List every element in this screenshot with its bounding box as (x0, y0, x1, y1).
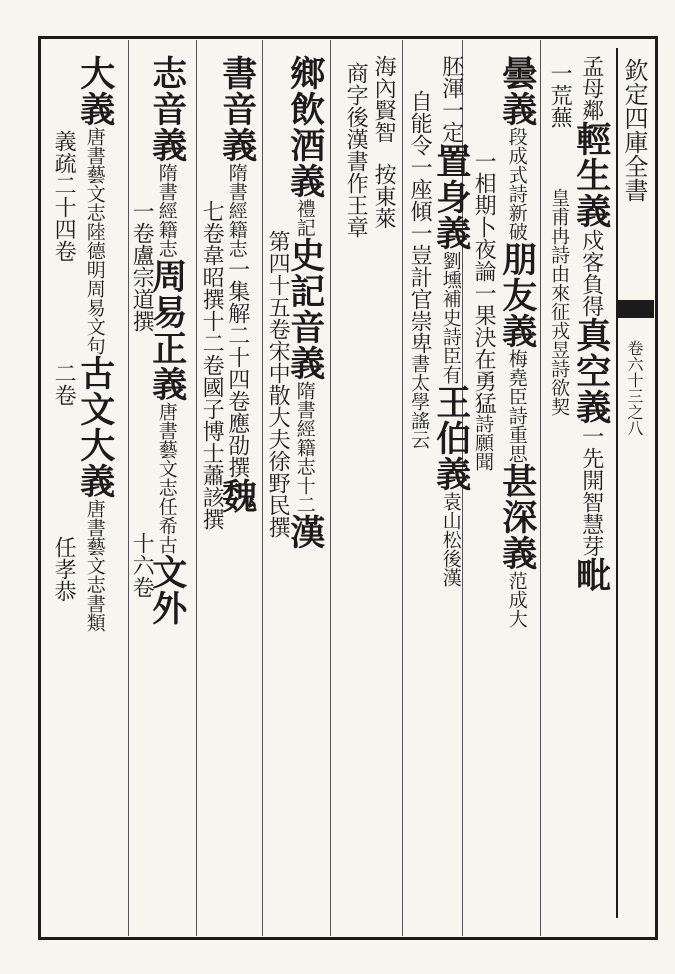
book-title: 欽定四庫全書 (620, 58, 648, 202)
col11-seg: 隋書經籍志 (225, 163, 248, 258)
col15-seg: 唐書藝文志陸德明周易文句 (83, 127, 106, 355)
column-rule (128, 40, 129, 936)
text-column-14 (130, 200, 153, 598)
col13-seg: 文外 (146, 554, 188, 626)
column-rule (540, 40, 541, 936)
col3-seg: 曇義 (496, 55, 538, 127)
col5-seg: 胚渾 (438, 55, 464, 99)
col1-seg: 真空義 (570, 317, 612, 425)
col9-seg: 鄉飲酒義 (284, 55, 326, 199)
col11-seg: 書音義 (216, 55, 258, 163)
col5-seg: 劉壎補史詩臣有 (439, 251, 462, 384)
col6-seg: 書太學謠云 (408, 354, 431, 449)
column-rule (402, 40, 403, 936)
text-column-12 (200, 200, 223, 530)
col16-seg: 義疏二十四卷 (51, 130, 77, 262)
col11-seg: 二十四卷應劭撰 (224, 324, 250, 478)
text-column-9 (284, 55, 326, 550)
col6-seg: 自能令一座傾 (407, 90, 433, 222)
col6-seg: 一豈計官崇卑 (407, 222, 433, 354)
col9-seg: 史記音義 (284, 237, 326, 381)
col15-seg: 唐書藝文志書類 (83, 499, 106, 632)
col9-seg: 隋書經籍志 (293, 381, 316, 476)
fascicle-label: 卷六十三之八 (625, 340, 644, 436)
col16-seg: 二卷 (51, 362, 77, 406)
col10-seg: 第四十五 (265, 230, 291, 318)
col15-seg: 古文大義 (74, 355, 116, 499)
text-column-5 (430, 55, 472, 587)
col8-seg: 商字 (343, 62, 369, 106)
col12-seg: 十二卷國子博士蕭該撰 (199, 310, 225, 530)
col4-seg: 詩願聞 (472, 414, 495, 471)
col13-seg: 周易正義 (146, 258, 188, 402)
column-rule (262, 40, 263, 936)
col2-seg: 皇甫冉詩由來征 (548, 188, 571, 321)
col11-seg: 一集解 (224, 258, 250, 324)
text-column-10 (266, 230, 289, 538)
column-rule (330, 40, 331, 936)
col4-seg: 一相期卜夜論 (471, 150, 497, 282)
col8-seg: 後漢書作王章 (343, 106, 369, 238)
text-column-3 (496, 55, 538, 628)
col7-seg: 海內賢智 (371, 55, 397, 143)
col1-seg: 戍客負得 (578, 229, 604, 317)
col14-seg: 十六卷 (129, 532, 155, 598)
col3-seg: 甚深義 (496, 463, 538, 571)
col1-seg: 毗 (570, 557, 612, 593)
col1-seg: 輕生義 (570, 121, 612, 229)
col11-seg: 魏 (216, 478, 258, 514)
text-column-7 (372, 55, 395, 229)
col5-seg: 袁山松後漢 (439, 492, 462, 587)
text-column-4 (472, 150, 495, 471)
col1-seg: 孟母鄰 (578, 55, 604, 121)
col10-seg: 卷宋中散大夫徐野民撰 (265, 318, 291, 538)
col13-seg: 志音義 (146, 55, 188, 163)
col3-seg: 范成大 (505, 571, 528, 628)
text-column-1 (570, 55, 612, 593)
text-column-8 (344, 62, 367, 238)
col2-seg: 戎昱詩欲契 (548, 321, 571, 416)
text-column-6 (408, 90, 431, 449)
col13-seg: 唐書藝文志任希古 (155, 402, 178, 554)
col9-seg: 十二 (293, 476, 316, 514)
col9-seg: 禮記 (293, 199, 316, 237)
col16-seg: 任孝恭 (51, 536, 77, 602)
col5-seg: 王伯義 (430, 384, 472, 492)
col7-seg: 按東萊 (371, 163, 397, 229)
col13-seg: 隋書經籍志 (155, 163, 178, 258)
col2-seg: 一荒蕪 (547, 62, 573, 128)
text-column-16 (52, 130, 75, 602)
col1-seg: 一先開智慧芽 (578, 425, 604, 557)
col5-seg: 一定 (438, 99, 464, 143)
fish-tail-mark (618, 300, 654, 318)
col15-seg: 大義 (74, 55, 116, 127)
col3-seg: 朋友義 (496, 241, 538, 349)
col9-seg: 漢 (284, 514, 326, 550)
col4-seg: 一果決在勇猛 (471, 282, 497, 414)
col3-seg: 段成式詩新破 (505, 127, 528, 241)
text-column-2 (548, 62, 571, 416)
col14-seg: 一卷盧宗道撰 (129, 200, 155, 332)
col3-seg: 梅堯臣詩重思 (505, 349, 528, 463)
column-rule (196, 40, 197, 936)
col5-seg: 置身義 (430, 143, 472, 251)
text-column-15 (74, 55, 116, 632)
col12-seg: 七卷韋昭撰 (199, 200, 225, 310)
